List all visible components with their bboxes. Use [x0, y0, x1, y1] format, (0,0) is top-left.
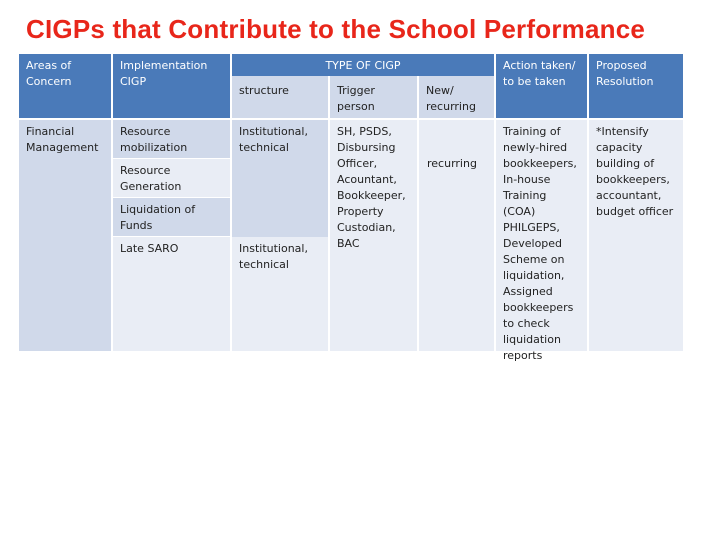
cell-trigger-person: SH, PSDS, Disbursing Officer, Acountant, Bookkeeper, Property Custodian, BAC [330, 120, 417, 351]
header-trigger-person: Trigger person [330, 76, 417, 118]
header-new-recurring: New/ recurring [419, 76, 494, 118]
header-action-taken: Action taken/ to be taken [496, 54, 587, 118]
cell-implementation-1: Resource mobilization [113, 120, 230, 158]
cell-implementation-4: Late SARO [113, 237, 230, 351]
header-type-of-cigp: TYPE OF CIGP [232, 54, 494, 76]
cell-action-taken: Training of newly-hired bookkeepers, In-house Training (COA) PHILGEPS, Developed Scheme on liquidation, Assigned bookkeepers to check liquidation reports [496, 120, 587, 351]
cell-proposed-resolution: *Intensify capacity building of bookkeepers, accountant, budget officer [589, 120, 683, 351]
page-title: CIGPs that Contribute to the School Performance [26, 14, 646, 44]
header-implementation-cigp: Implementation CIGP [113, 54, 230, 118]
header-structure: structure [232, 76, 328, 118]
cell-structure-1: Institutional, technical [232, 120, 328, 237]
cell-implementation-3: Liquidation of Funds [113, 198, 230, 236]
header-areas-of-concern: Areas of Concern [19, 54, 111, 118]
cell-structure-2: Institutional, technical [232, 237, 328, 351]
header-proposed-resolution: Proposed Resolution [589, 54, 683, 118]
cell-new-recurring: recurring [419, 120, 494, 351]
cell-implementation-2: Resource Generation [113, 159, 230, 197]
cell-area: Financial Management [19, 120, 111, 351]
